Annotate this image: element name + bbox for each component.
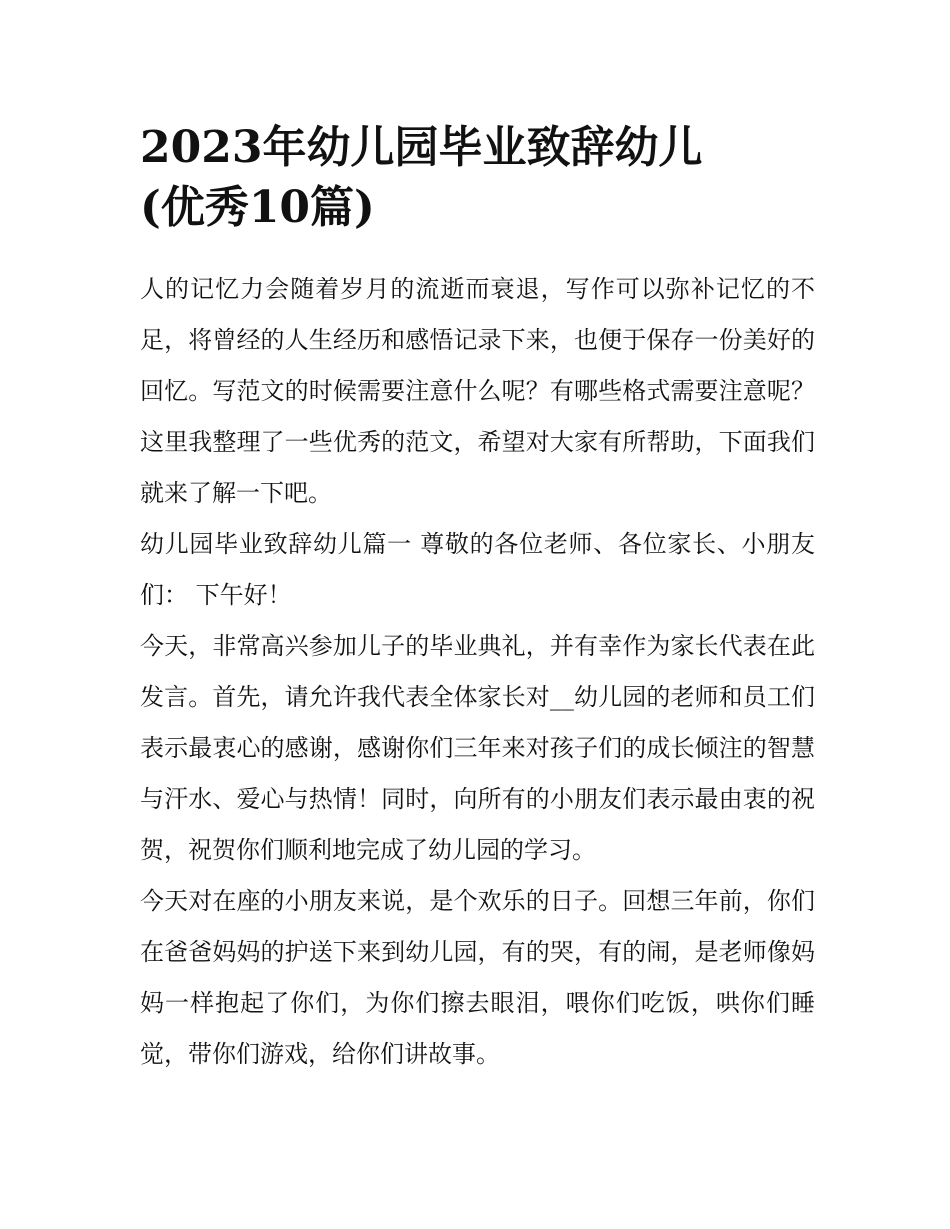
paragraph-intro: 人的记忆力会随着岁月的流逝而衰退，写作可以弥补记忆的不足，将曾经的人生经历和感悟记录下来，也便于保存一份美好的回忆。写范文的时候需要注意什么呢？有哪些格式需要注意呢？这里我整理了一些优秀的范文，希望对大家有所帮助，下面我们就来了解一下吧。: [140, 275, 815, 507]
document-page: [140, 118, 815, 1080]
paragraph-greeting: 幼儿园毕业致辞幼儿篇一 尊敬的各位老师、各位家长、小朋友们： 下午好！: [140, 530, 815, 609]
paragraph-memories: 今天对在座的小朋友来说，是个欢乐的日子。回想三年前，你们在爸爸妈妈的护送下来到幼儿园，有的哭，有的闹，是老师像妈妈一样抱起了你们，为你们擦去眼泪，喂你们吃饭，哄你们睡觉，带你们游戏，给你们讲故事。: [140, 887, 815, 1068]
title-line-1: 2023年幼儿园毕业致辞幼儿: [140, 122, 703, 173]
document-title: [140, 118, 815, 238]
document-body: [140, 264, 815, 1080]
paragraph-thanks: 今天，非常高兴参加儿子的毕业典礼，并有幸作为家长代表在此发言。首先，请允许我代表全体家长对__幼儿园的老师和员工们表示最衷心的感谢，感谢你们三年来对孩子们的成长倾注的智慧与汗水、爱心与热情！同时，向所有的小朋友们表示最由衷的祝贺，祝贺你们顺利地完成了幼儿园的学习。: [140, 632, 815, 864]
title-line-2: (优秀10篇): [140, 182, 375, 233]
